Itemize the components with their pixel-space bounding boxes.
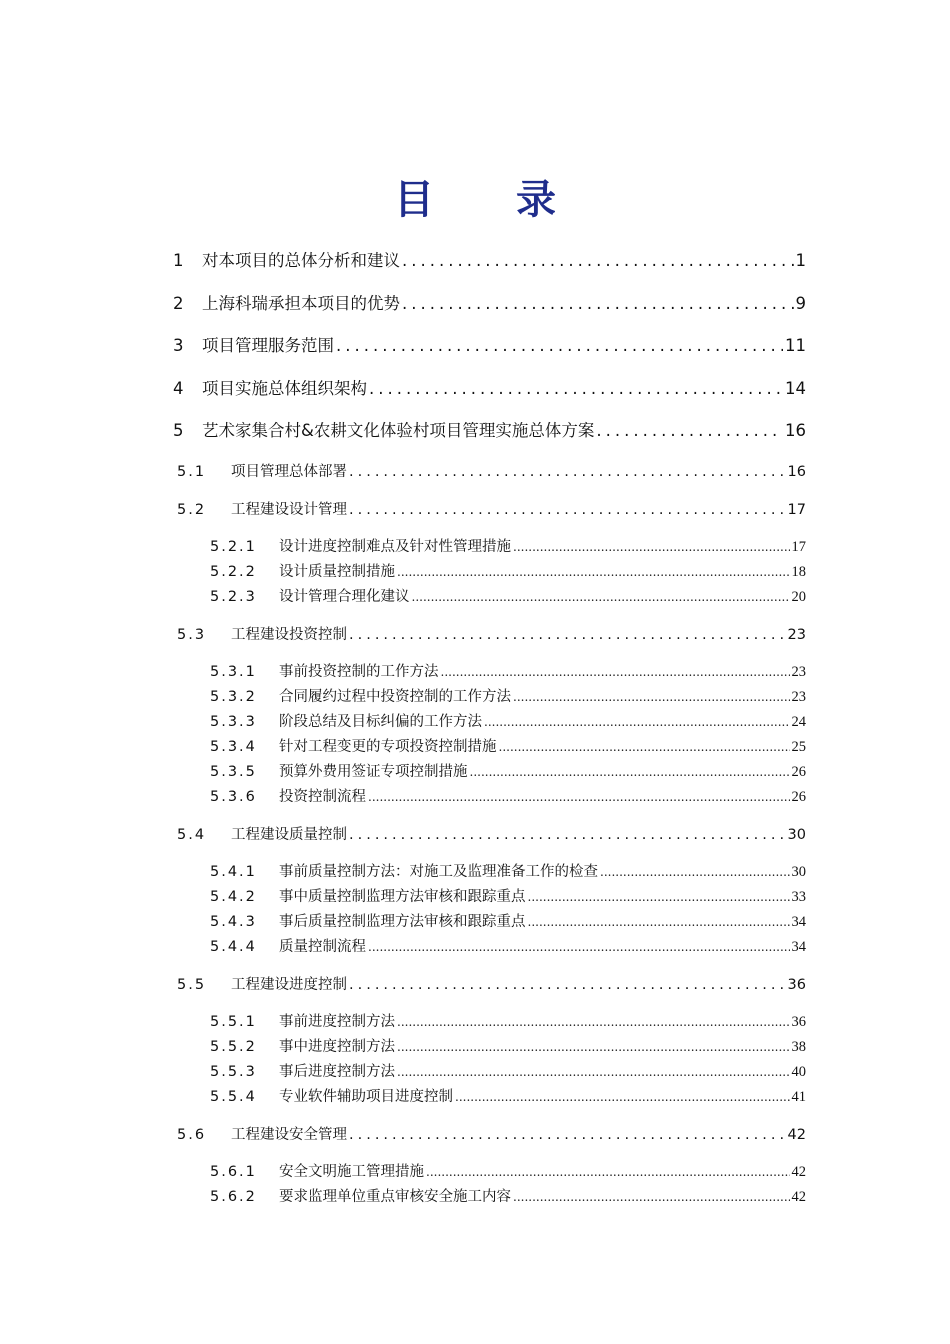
toc-entry-number: 5.5 (177, 976, 207, 993)
toc-entry-5-4-4[interactable] (210, 937, 806, 957)
toc-entry-page-number: 23 (787, 626, 806, 643)
toc-dot-leader (397, 1037, 790, 1057)
toc-entry-label: 工程建设安全管理 (231, 1126, 347, 1143)
toc-entry-5-6-2[interactable] (210, 1187, 806, 1207)
toc-entry-label: 事后质量控制监理方法审核和跟踪重点 (279, 914, 526, 930)
toc-dot-leader (349, 825, 786, 845)
toc-entry-page-number: 18 (791, 564, 806, 580)
toc-entry-5-4-1[interactable] (210, 862, 806, 882)
toc-entry-5-3-1[interactable] (210, 662, 806, 682)
toc-entry-number: 5.2.2 (210, 564, 257, 580)
toc-entry-4[interactable] (173, 378, 806, 400)
toc-entry-number: 5.4.3 (210, 914, 257, 930)
toc-entry-5-3-2[interactable] (210, 687, 806, 707)
toc-dot-leader (349, 625, 786, 645)
toc-entry-number: 5.4.1 (210, 864, 257, 880)
toc-entry-label: 合同履约过程中投资控制的工作方法 (279, 689, 511, 705)
toc-entry-5-5-2[interactable] (210, 1037, 806, 1057)
toc-entry-5-5[interactable] (177, 975, 806, 995)
toc-entry-label: 上海科瑞承担本项目的优势 (202, 293, 400, 313)
toc-entry-label: 预算外费用签证专项控制措施 (279, 764, 468, 780)
toc-entry-number: 5.5.4 (210, 1089, 257, 1105)
toc-entry-5-3-6[interactable] (210, 787, 806, 807)
toc-entry-page-number: 30 (787, 826, 806, 843)
toc-entry-page-number: 9 (795, 293, 806, 313)
toc-entry-label: 项目实施总体组织架构 (202, 378, 367, 398)
toc-entry-5[interactable] (173, 420, 806, 442)
toc-entry-label: 投资控制流程 (279, 789, 366, 805)
toc-entry-page-number: 1 (795, 251, 806, 270)
toc-entry-label: 工程建设进度控制 (231, 976, 347, 993)
toc-entry-number: 5.3.6 (210, 789, 257, 805)
toc-entry-page-number: 36 (787, 976, 806, 993)
toc-entry-5-1[interactable] (177, 462, 806, 482)
toc-entry-page-number: 11 (785, 336, 806, 355)
toc-dot-leader (528, 887, 790, 907)
toc-entry-page-number: 42 (791, 1164, 806, 1180)
toc-entry-page-number: 25 (791, 739, 806, 755)
toc-entry-number: 5.5.3 (210, 1064, 257, 1080)
toc-entry-page-number: 38 (791, 1039, 806, 1055)
toc-entry-page-number: 41 (791, 1089, 806, 1105)
toc-entry-page-number: 42 (791, 1189, 806, 1205)
toc-entry-label: 工程建设设计管理 (231, 501, 347, 518)
toc-dot-leader (397, 1012, 790, 1032)
toc-entry-page-number: 33 (791, 889, 806, 905)
toc-dot-leader (368, 787, 790, 807)
toc-entry-number: 5.1 (177, 464, 207, 480)
toc-dot-leader (455, 1087, 790, 1107)
toc-entry-page-number: 34 (791, 914, 806, 930)
toc-dot-leader (513, 537, 790, 557)
toc-dot-leader (349, 500, 786, 520)
toc-entry-label: 艺术家集合村&农耕文化体验村项目管理实施总体方案 (202, 421, 595, 440)
toc-entry-label: 事前进度控制方法 (279, 1014, 395, 1030)
toc-entry-page-number: 17 (791, 539, 806, 555)
toc-dot-leader (596, 420, 783, 442)
toc-entry-page-number: 16 (787, 464, 806, 480)
toc-dot-leader (441, 662, 790, 682)
toc-entry-page-number: 16 (785, 421, 806, 440)
toc-entry-page-number: 23 (791, 664, 806, 680)
toc-entry-number: 5.4.2 (210, 889, 257, 905)
toc-dot-leader (513, 687, 790, 707)
toc-entry-page-number: 20 (791, 589, 806, 605)
toc-entry-2[interactable] (173, 293, 806, 315)
toc-entry-page-number: 34 (791, 939, 806, 955)
toc-dot-leader (484, 712, 790, 732)
toc-entry-number: 5.3.4 (210, 739, 257, 755)
toc-dot-leader (426, 1162, 790, 1182)
toc-entry-page-number: 40 (791, 1064, 806, 1080)
toc-entry-number: 5.3 (177, 626, 207, 643)
toc-dot-leader (368, 937, 790, 957)
toc-entry-page-number: 17 (787, 501, 806, 518)
toc-entry-page-number: 26 (791, 789, 806, 805)
toc-entry-label: 安全文明施工管理措施 (279, 1164, 424, 1180)
toc-dot-leader (402, 250, 794, 272)
toc-entry-3[interactable] (173, 335, 806, 357)
toc-dot-leader (349, 1125, 786, 1145)
toc-entry-number: 5.3.2 (210, 689, 257, 705)
toc-entry-number: 4 (173, 378, 184, 398)
toc-entry-number: 5.5.2 (210, 1039, 257, 1055)
page-title: 目 录 (394, 177, 590, 223)
toc-entry-label: 设计进度控制难点及针对性管理措施 (279, 539, 511, 555)
toc-dot-leader (369, 378, 783, 400)
toc-dot-leader (336, 335, 783, 357)
toc-entry-number: 5.3.1 (210, 664, 257, 680)
toc-dot-leader (470, 762, 790, 782)
toc-dot-leader (397, 1062, 790, 1082)
toc-entry-label: 事前投资控制的工作方法 (279, 664, 439, 680)
toc-entry-5-6[interactable] (177, 1125, 806, 1145)
toc-dot-leader (349, 975, 786, 995)
toc-dot-leader (349, 462, 786, 482)
toc-entry-label: 项目管理总体部署 (231, 464, 347, 480)
toc-entry-page-number: 14 (785, 378, 806, 398)
toc-entry-number: 5.2.1 (210, 539, 257, 555)
toc-dot-leader (528, 912, 790, 932)
toc-entry-page-number: 42 (787, 1126, 806, 1143)
toc-entry-label: 项目管理服务范围 (202, 336, 334, 355)
toc-entry-page-number: 26 (791, 764, 806, 780)
toc-entry-number: 1 (173, 251, 184, 270)
toc-entry-number: 5.3.3 (210, 714, 257, 730)
toc-entry-number: 5.6 (177, 1126, 207, 1143)
toc-dot-leader (513, 1187, 790, 1207)
toc-entry-label: 针对工程变更的专项投资控制措施 (279, 739, 497, 755)
toc-entry-number: 5 (173, 421, 184, 440)
toc-entry-label: 专业软件辅助项目进度控制 (279, 1089, 453, 1105)
toc-entry-label: 事中进度控制方法 (279, 1039, 395, 1055)
toc-entry-page-number: 23 (791, 689, 806, 705)
toc-entry-5-2-3[interactable] (210, 587, 806, 607)
toc-entry-1[interactable] (173, 250, 806, 272)
toc-entry-label: 事后进度控制方法 (279, 1064, 395, 1080)
toc-entry-number: 5.5.1 (210, 1014, 257, 1030)
toc-entry-label: 阶段总结及目标纠偏的工作方法 (279, 714, 482, 730)
toc-entry-label: 工程建设投资控制 (231, 626, 347, 643)
toc-entry-label: 事前质量控制方法：对施工及监理准备工作的检查 (279, 864, 598, 880)
toc-entry-number: 5.6.2 (210, 1189, 257, 1205)
toc-entry-5-2-1[interactable] (210, 537, 806, 557)
toc-entry-label: 工程建设质量控制 (231, 826, 347, 843)
toc-entry-page-number: 36 (791, 1014, 806, 1030)
toc-entry-number: 5.6.1 (210, 1164, 257, 1180)
toc-entry-5-2-2[interactable] (210, 562, 806, 582)
toc-entry-label: 要求监理单位重点审核安全施工内容 (279, 1189, 511, 1205)
toc-entry-5-4[interactable] (177, 825, 806, 845)
toc-entry-label: 事中质量控制监理方法审核和跟踪重点 (279, 889, 526, 905)
toc-entry-label: 对本项目的总体分析和建议 (202, 251, 400, 270)
toc-entry-label: 设计质量控制措施 (279, 564, 395, 580)
toc-entry-number: 5.4.4 (210, 939, 257, 955)
toc-entry-5-3[interactable] (177, 625, 806, 645)
toc-entry-number: 5.4 (177, 826, 207, 843)
toc-entry-5-5-1[interactable] (210, 1012, 806, 1032)
toc-entry-5-4-2[interactable] (210, 887, 806, 907)
toc-entry-label: 设计管理合理化建议 (279, 589, 410, 605)
toc-entry-number: 5.3.5 (210, 764, 257, 780)
toc-entry-number: 5.2 (177, 501, 207, 518)
toc-entry-5-3-5[interactable] (210, 762, 806, 782)
toc-entry-5-2[interactable] (177, 500, 806, 520)
toc-entry-5-3-4[interactable] (210, 737, 806, 757)
toc-entry-number: 5.2.3 (210, 589, 257, 605)
toc-entry-5-3-3[interactable] (210, 712, 806, 732)
toc-dot-leader (402, 293, 794, 315)
toc-entry-5-5-4[interactable] (210, 1087, 806, 1107)
toc-dot-leader (600, 862, 790, 882)
toc-dot-leader (397, 562, 790, 582)
toc-entry-label: 质量控制流程 (279, 939, 366, 955)
toc-dot-leader (499, 737, 790, 757)
toc-entry-number: 3 (173, 336, 184, 355)
toc-entry-5-4-3[interactable] (210, 912, 806, 932)
toc-dot-leader (412, 587, 790, 607)
toc-entry-page-number: 24 (791, 714, 806, 730)
toc-entry-5-5-3[interactable] (210, 1062, 806, 1082)
toc-entry-5-6-1[interactable] (210, 1162, 806, 1182)
toc-entry-page-number: 30 (791, 864, 806, 880)
toc-entry-number: 2 (173, 293, 184, 313)
